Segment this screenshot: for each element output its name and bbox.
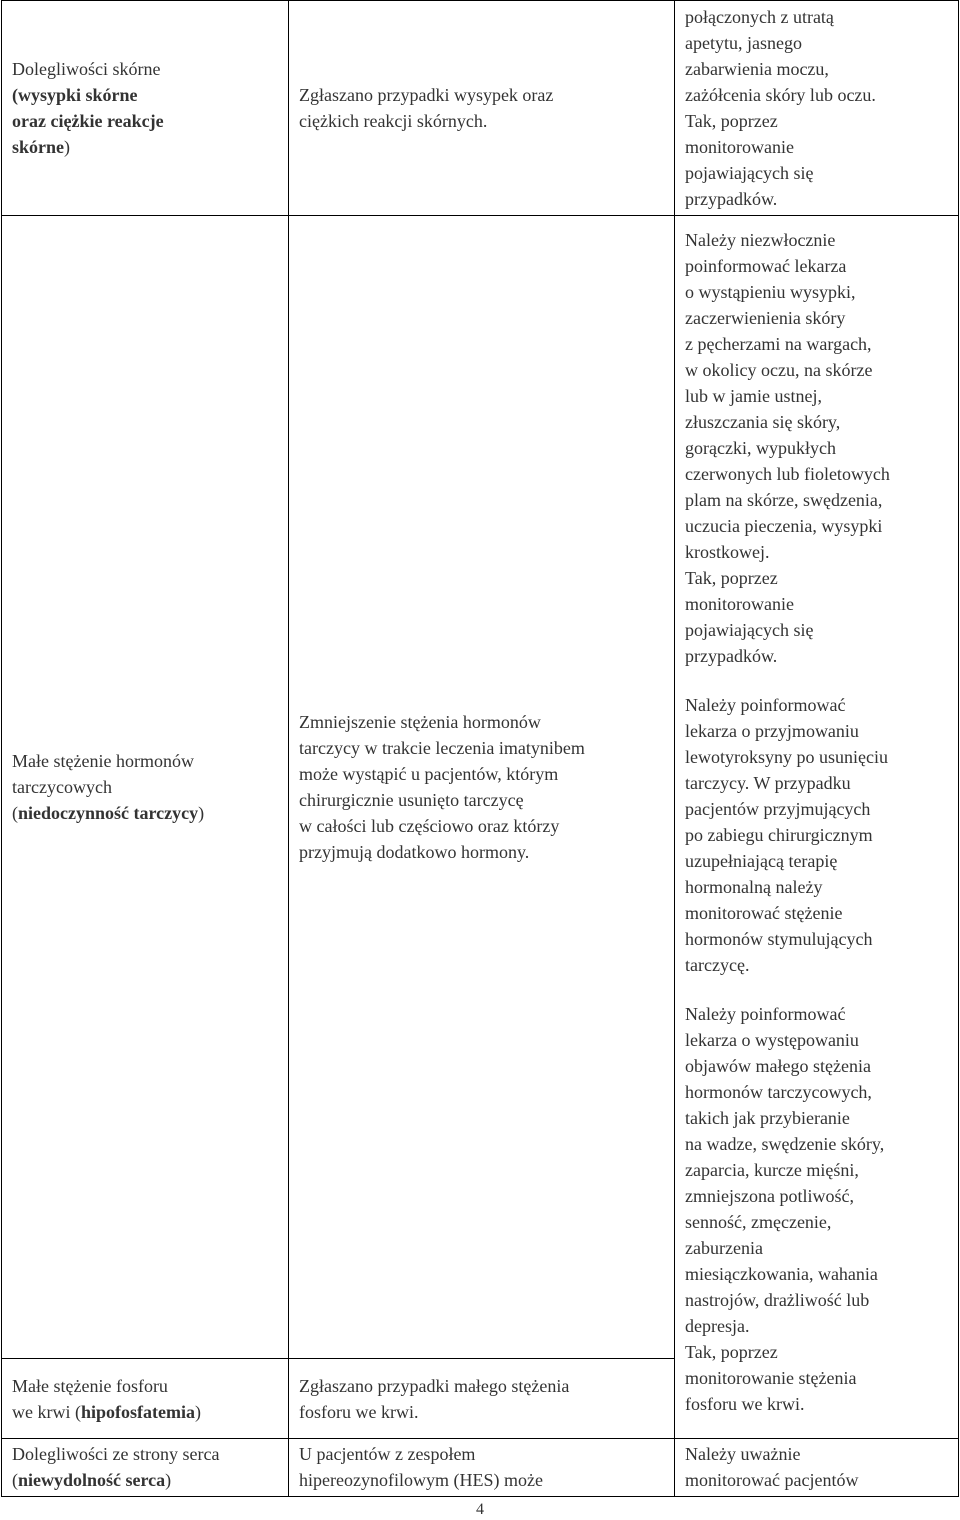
risk-table — [1, 0, 959, 1497]
table-row — [2, 216, 959, 1359]
description-cell — [289, 1, 675, 216]
condition-cell — [2, 1359, 289, 1439]
advice-text: połączonych z utratą apetytu, jasnego zabarwienia moczu, zażółcenia skóry lub oczu. Tak, poprzez monitorowanie pojawiających się przypadków. — [685, 7, 876, 209]
table-row — [2, 1, 959, 216]
advice-text: Należy poinformować lekarza o występowaniu objawów małego stężenia hormonów tarczycowych, takich jak przybieranie na wadze, swędzenie skóry, zaparcia, kurcze mięśni, zmniejszona potliwość, senność, zmęczenie, zaburzenia miesiączkowania, wahania nastrojów, drażliwość lub depresja. — [685, 1004, 885, 1336]
condition-cell — [2, 216, 289, 1359]
condition-text: Dolegliwości ze strony serca (niewydolność serca) — [12, 1444, 220, 1490]
advice-text: Należy poinformować lekarza o przyjmowaniu lewotyroksyny po usunięciu tarczycy. W przypadku pacjentów przyjmujących po zabiegu chirurgicznym uzupełniającą terapię hormonalną należy monitorować stężenie hormonów stymulujących tarczycę. — [685, 695, 888, 975]
condition-text: Małe stężenie hormonów tarczycowych (niedoczynność tarczycy) — [12, 751, 205, 823]
description-text: U pacjentów z zespołem hipereozynofilowym (HES) może — [299, 1444, 543, 1490]
advice-text: Tak, poprzez monitorowanie stężenia fosforu we krwi. — [685, 1342, 857, 1414]
description-text: Zmniejszenie stężenia hormonów tarczycy w trakcie leczenia imatynibem może wystąpić u pacjentów, którym chirurgicznie usunięto tarczycę w całości lub częściowo oraz którzy przyjmują dodatkowo hormony. — [299, 712, 585, 862]
advice-cell — [675, 1, 959, 216]
description-cell — [289, 1439, 675, 1497]
condition-text: Dolegliwości skórne (wysypki skórne oraz ciężkie reakcje skórne) — [12, 59, 164, 157]
advice-cell — [675, 216, 959, 1439]
condition-text: Małe stężenie fosforu we krwi (hipofosfatemia) — [12, 1375, 201, 1422]
condition-cell — [2, 1, 289, 216]
page-number: 4 — [476, 1501, 484, 1518]
description-text: Zgłaszano przypadki wysypek oraz ciężkich reakcji skórnych. — [299, 85, 554, 131]
advice-cell — [675, 1439, 959, 1497]
description-cell — [289, 216, 675, 1359]
advice-text: Należy uważnie monitorować pacjentów — [685, 1444, 859, 1490]
table-row — [2, 1439, 959, 1497]
description-text: Zgłaszano przypadki małego stężenia fosforu we krwi. — [299, 1375, 570, 1422]
advice-text: Należy niezwłocznie poinformować lekarza o wystąpieniu wysypki, zaczerwienienia skóry z pęcherzami na wargach, w okolicy oczu, na skórze lub w jamie ustnej, złuszczania się skóry, gorączki, wypukłych czerwonych lub fioletowych plam na skórze, swędzenia, uczucia pieczenia, wysypki krostkowej. Tak, poprzez monitorowanie pojawiających się przypadków. — [685, 230, 890, 666]
description-cell — [289, 1359, 675, 1439]
condition-cell — [2, 1439, 289, 1497]
